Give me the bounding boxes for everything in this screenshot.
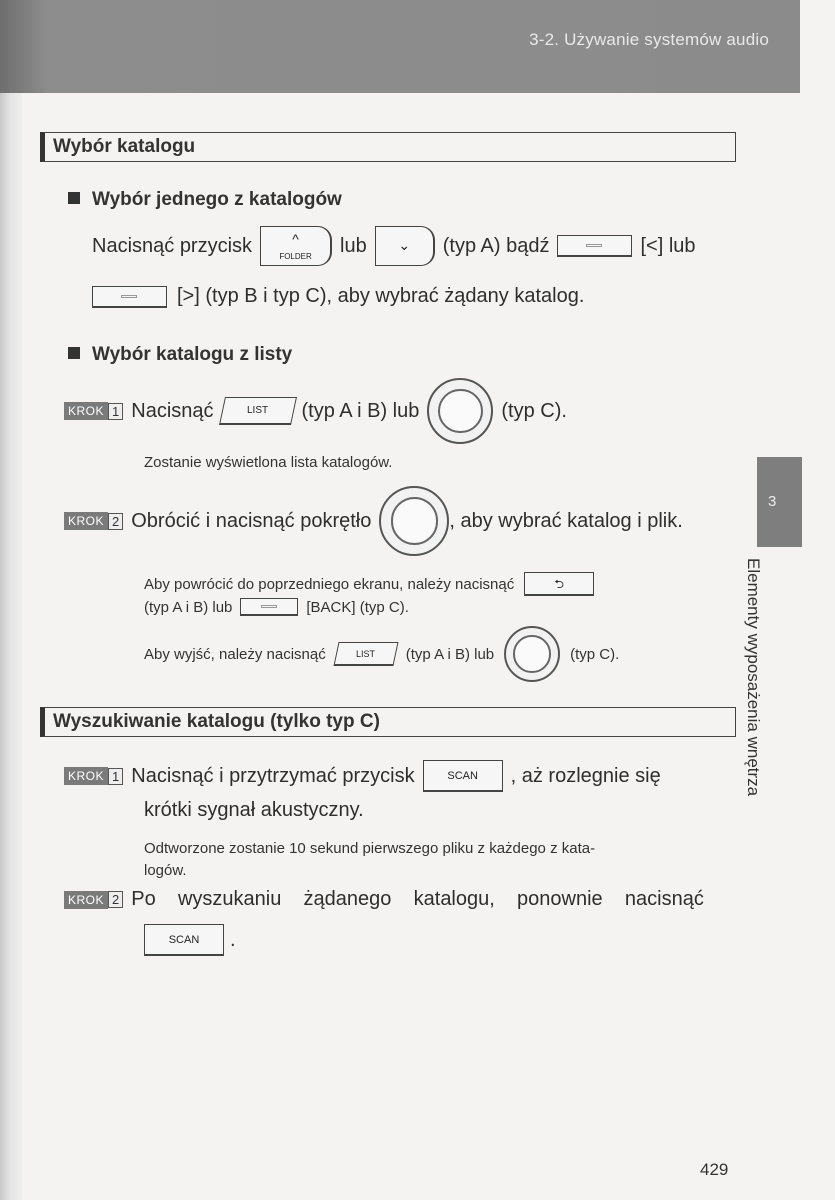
bar-button-icon	[557, 235, 632, 257]
text: Aby powrócić do poprzedniego ekranu, należy nacisnąć	[144, 575, 515, 593]
step-number: 1	[108, 768, 123, 785]
step-1-list	[64, 382, 567, 440]
header-title: 3-2. Używanie systemów audio	[529, 30, 769, 49]
step-number: 2	[108, 513, 123, 530]
search-note-line-2: logów.	[144, 862, 187, 879]
step-badge: KROK	[64, 891, 108, 909]
note-back-line-1	[144, 572, 594, 596]
step-1-note: Zostanie wyświetlona lista katalogów.	[144, 454, 393, 471]
search-step-2	[64, 888, 704, 911]
text: Nacisnąć	[131, 399, 214, 422]
knob-icon	[379, 486, 449, 556]
text: , aż rozlegnie się	[510, 764, 661, 787]
chapter-tab	[757, 457, 802, 547]
note-exit	[144, 626, 619, 682]
bar-button-icon	[92, 286, 167, 308]
page-number: 429	[700, 1160, 729, 1179]
back-button-icon: ⮌	[524, 572, 594, 596]
text: Nacisnąć i przytrzymać przycisk	[131, 764, 415, 787]
search-step-2-cont	[144, 924, 236, 956]
text: (typ A i B) lub	[301, 399, 420, 422]
text: (typ A i B) lub	[144, 598, 233, 616]
bar-button-icon	[240, 598, 298, 616]
step-badge: KROK	[64, 402, 108, 420]
list-button-icon: LIST	[333, 642, 398, 666]
chevron-down-button-icon: ⌄	[375, 226, 435, 266]
text: (typ C).	[501, 399, 567, 422]
note-back-line-2	[144, 598, 409, 616]
chapter-number: 3	[768, 493, 777, 510]
knob-icon	[427, 378, 493, 444]
folder-up-button-icon: ^ FOLDER	[260, 226, 332, 266]
text: Po wyszukaniu żądanego katalogu, ponownie nacisnąć	[131, 888, 704, 910]
chapter-side-label	[744, 550, 798, 850]
step-badge: KROK	[64, 767, 108, 785]
text: lub	[340, 234, 367, 257]
text: (typ A) bądź	[442, 234, 550, 257]
text: [>] (typ B i typ C), aby wybrać żądany katalog.	[177, 285, 585, 307]
instruction-line-1	[92, 226, 696, 266]
step-number: 2	[108, 891, 123, 908]
instruction-line-2	[92, 285, 584, 308]
scan-button-icon: SCAN	[423, 760, 503, 792]
step-number: 1	[108, 403, 123, 420]
list-button-icon: LIST	[219, 397, 297, 425]
text: Aby wyjść, należy nacisnąć	[144, 645, 326, 663]
step-badge: KROK	[64, 512, 108, 530]
section-heading-folder-search: Wyszukiwanie katalogu (tylko typ C)	[40, 707, 736, 737]
text: Obrócić i nacisnąć pokrętło	[131, 509, 372, 532]
step-2-knob	[64, 488, 683, 554]
subheading-select-from-list: Wybór katalogu z listy	[68, 344, 292, 366]
text: (typ C).	[570, 645, 620, 663]
search-note-line-1: Odtworzone zostanie 10 sekund pierwszego pliku z każdego z kata-	[144, 840, 596, 857]
search-step-1	[64, 758, 661, 794]
text: , aby wybrać katalog i plik.	[449, 509, 683, 532]
text: (typ A i B) lub	[405, 645, 495, 663]
text: .	[230, 928, 236, 951]
text: [BACK] (typ C).	[306, 598, 409, 616]
scan-button-icon: SCAN	[144, 924, 224, 956]
subheading-select-one: Wybór jednego z katalogów	[68, 189, 342, 211]
text: Nacisnąć przycisk	[92, 234, 253, 257]
chapter-label-text: Elementy wyposażenia wnętrza	[744, 558, 763, 797]
knob-icon	[504, 626, 560, 682]
page-binding-shadow	[0, 0, 22, 1200]
text: [<] lub	[640, 234, 696, 257]
section-heading-folder-select: Wybór katalogu	[40, 132, 736, 162]
search-step-1-cont: krótki sygnał akustyczny.	[144, 799, 364, 821]
